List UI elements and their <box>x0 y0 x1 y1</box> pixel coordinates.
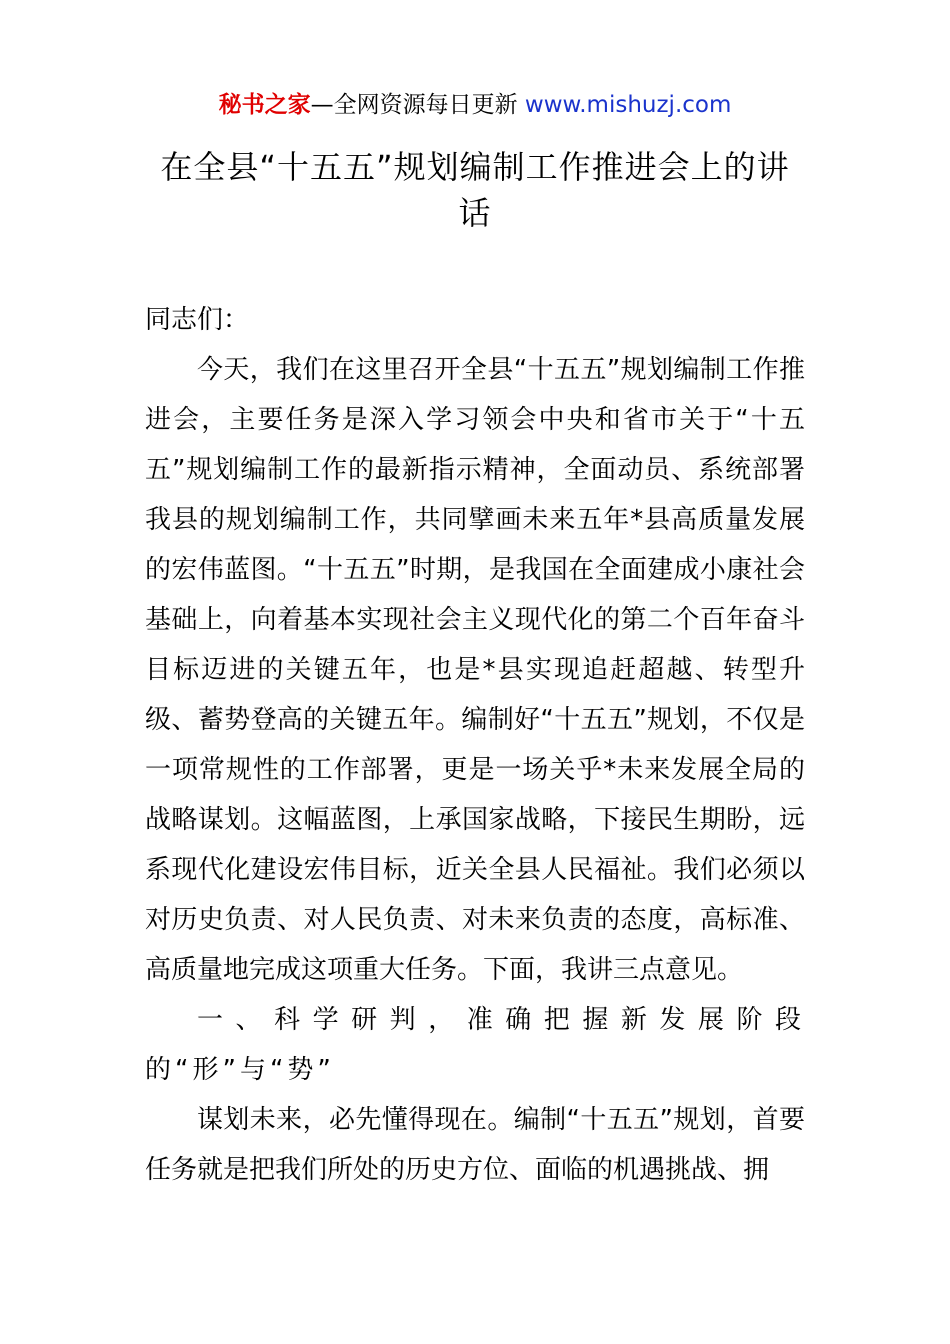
section-paragraph: 谋划未来，必先懂得现在。编制“十五五”规划，首要任务就是把我们所处的历史方位、面临的机遇挑战、拥 <box>145 1105 805 1185</box>
document-body <box>145 295 805 1195</box>
intro-paragraph: 今天，我们在这里召开全县“十五五”规划编制工作推进会，主要任务是深入学习领会中央和省市关于“十五五”规划编制工作的最新指示精神，全面动员、系统部署我县的规划编制工作，共同擘画未来五年*县高质量发展的宏伟蓝图。“十五五”时期，是我国在全面建成小康社会基础上，向着基本实现社会主义现代化的第二个百年奋斗目标迈进的关键五年，也是*县实现追赶超越、转型升级、蓄势登高的关键五年。编制好“十五五”规划，不仅是一项常规性的工作部署，更是一场关乎*未来发展全局的战略谋划。这幅蓝图，上承国家战略，下接民生期盼，远系现代化建设宏伟目标，近关全县人民福祉。我们必须以对历史负责、对人民负责、对未来负责的态度，高标准、高质量地完成这项重大任务。下面，我讲三点意见。 <box>145 355 805 985</box>
site-header <box>0 88 950 122</box>
site-name: 秘书之家 <box>218 92 311 118</box>
salutation: 同志们： <box>145 305 250 335</box>
site-url-link[interactable]: www.mishuzj.com <box>524 92 732 118</box>
site-tagline: —全网资源每日更新 <box>310 92 525 118</box>
document-title: 在全县“十五五”规划编制工作推进会上的讲话 <box>160 148 790 232</box>
section-heading: 一、科学研判，准确把握新发展阶段的“形”与“势” <box>145 1005 805 1085</box>
